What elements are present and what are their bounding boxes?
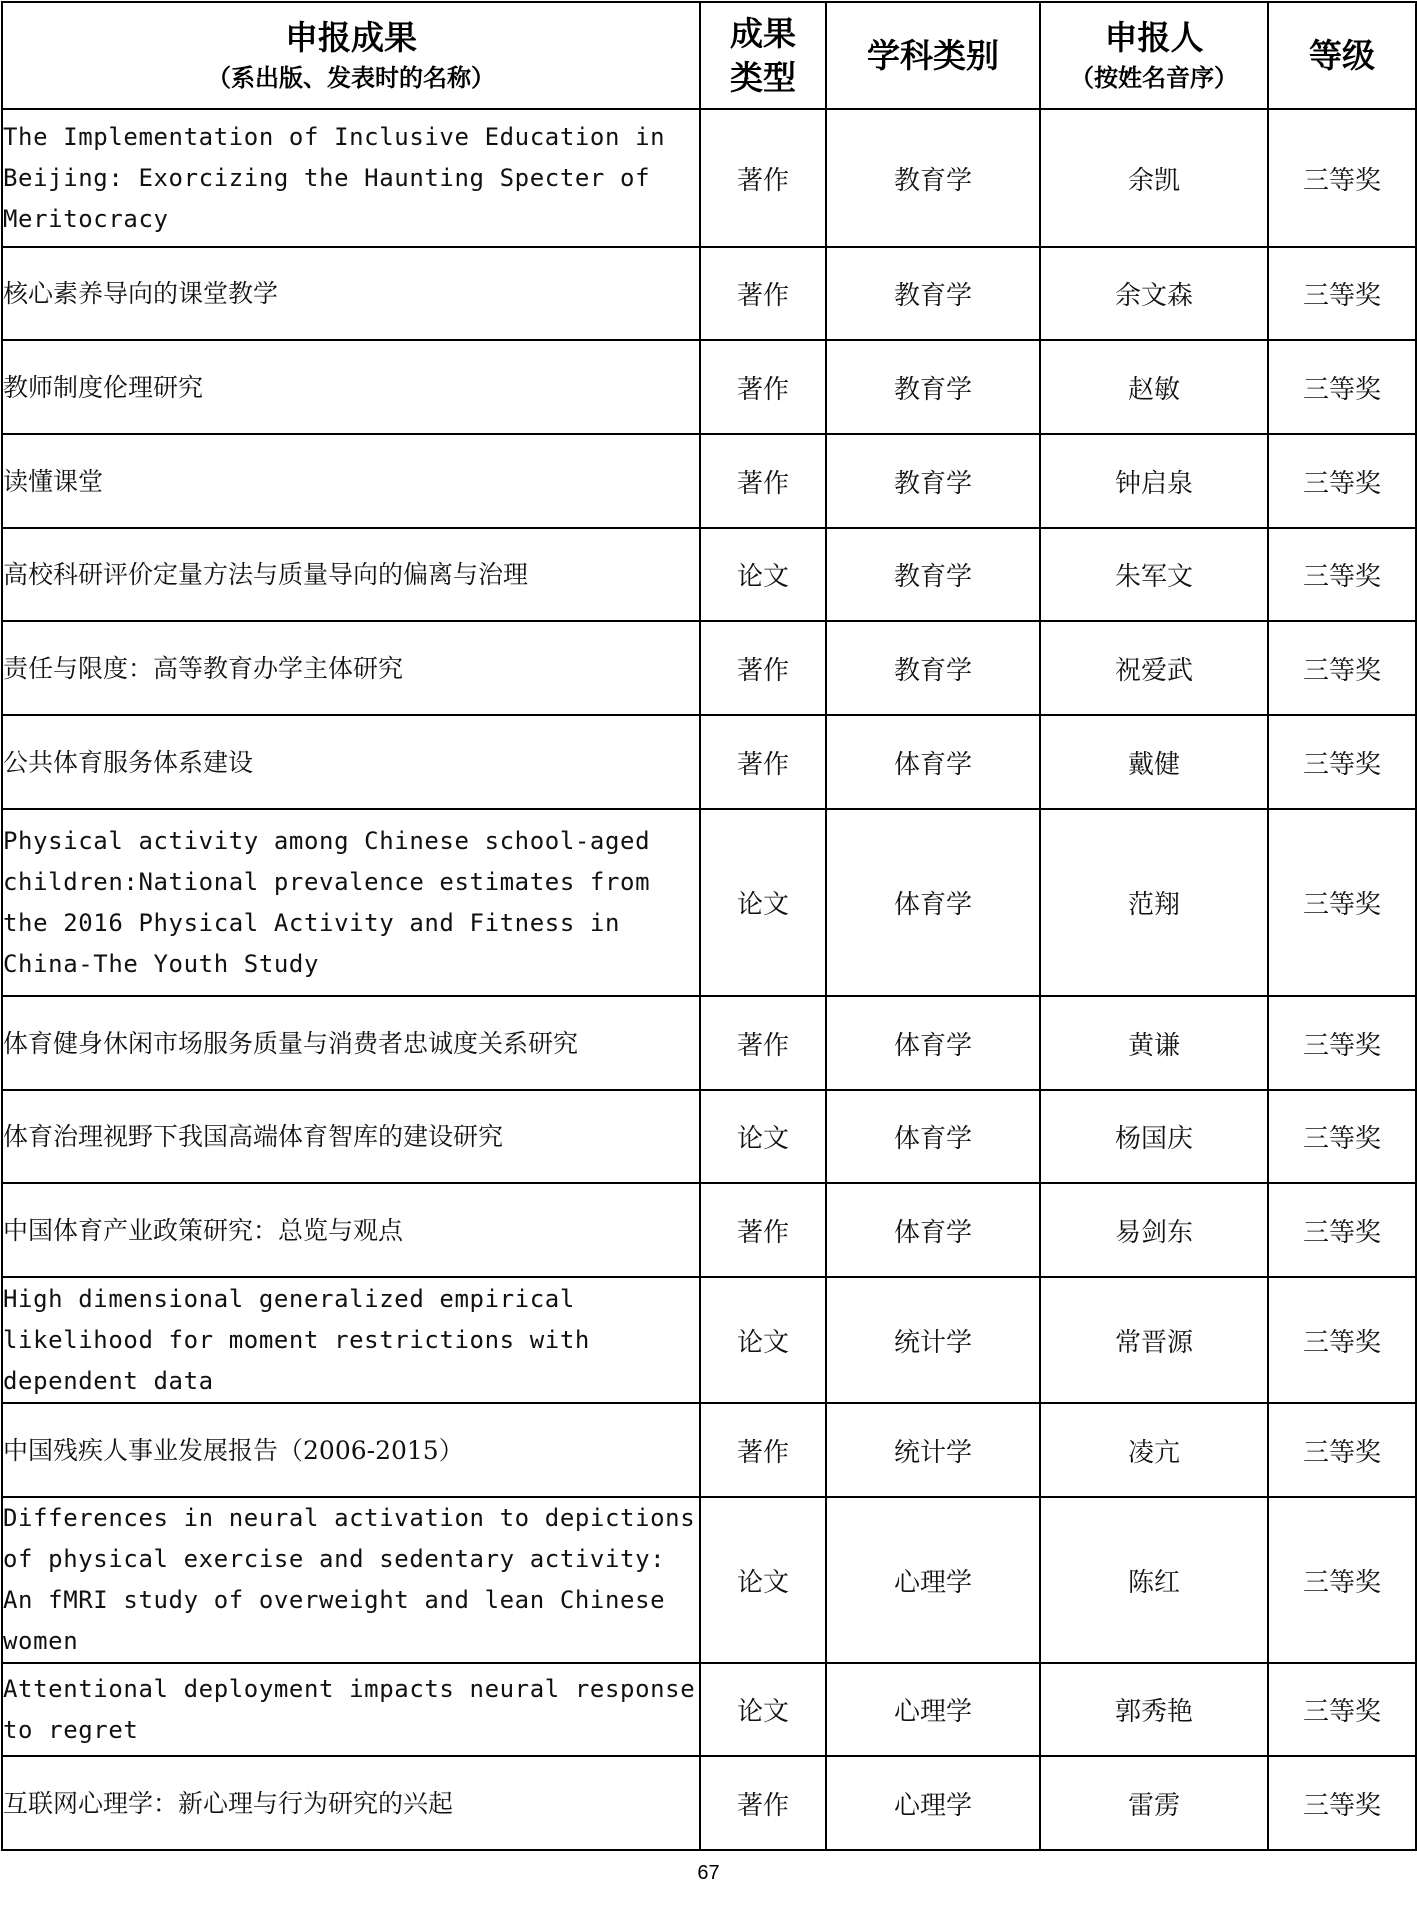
achievement-title: 体育健身休闲市场服务质量与消费者忠诚度关系研究 <box>2 996 700 1090</box>
table-row <box>2 1663 1416 1756</box>
award-grade: 三等奖 <box>1268 109 1416 247</box>
award-grade: 三等奖 <box>1268 1663 1416 1756</box>
achievement-title: 教师制度伦理研究 <box>2 340 700 434</box>
subject-category: 体育学 <box>826 1183 1040 1277</box>
table-row <box>2 1497 1416 1663</box>
award-grade: 三等奖 <box>1268 1277 1416 1403</box>
achievement-title: 高校科研评价定量方法与质量导向的偏离与治理 <box>2 528 700 621</box>
table-row <box>2 1183 1416 1277</box>
achievement-title: Physical activity among Chinese school-aged children:National prevalence estimates from the 2016 Physical Activity and Fitness in China-The Youth Study <box>2 809 700 996</box>
header-row <box>2 2 1416 109</box>
achievement-type: 论文 <box>700 1663 826 1756</box>
subject-category: 教育学 <box>826 340 1040 434</box>
table-row <box>2 1403 1416 1497</box>
achievement-title: The Implementation of Inclusive Education in Beijing: Exorcizing the Haunting Specter of Meritocracy <box>2 109 700 247</box>
header-person <box>1040 2 1268 109</box>
subject-category: 教育学 <box>826 434 1040 528</box>
achievement-title: 中国残疾人事业发展报告（2006-2015） <box>2 1403 700 1497</box>
award-grade: 三等奖 <box>1268 1403 1416 1497</box>
applicant-name: 范翔 <box>1040 809 1268 996</box>
achievement-type: 著作 <box>700 996 826 1090</box>
applicant-name: 常晋源 <box>1040 1277 1268 1403</box>
table-row <box>2 996 1416 1090</box>
subject-category: 统计学 <box>826 1403 1040 1497</box>
header-grade <box>1268 2 1416 109</box>
subject-category: 教育学 <box>826 621 1040 715</box>
header-title-sub: （系出版、发表时的名称） <box>207 63 495 92</box>
subject-category: 统计学 <box>826 1277 1040 1403</box>
achievement-type: 论文 <box>700 1090 826 1183</box>
awards-table <box>1 1 1417 1851</box>
table-row <box>2 340 1416 434</box>
table-row <box>2 809 1416 996</box>
table-header <box>2 2 1416 109</box>
header-grade-label: 等级 <box>1309 35 1375 75</box>
achievement-type: 著作 <box>700 434 826 528</box>
table-row <box>2 715 1416 809</box>
applicant-name: 朱军文 <box>1040 528 1268 621</box>
subject-category: 心理学 <box>826 1663 1040 1756</box>
subject-category: 教育学 <box>826 109 1040 247</box>
award-grade: 三等奖 <box>1268 1497 1416 1663</box>
subject-category: 教育学 <box>826 247 1040 340</box>
achievement-type: 论文 <box>700 1277 826 1403</box>
applicant-name: 祝爱武 <box>1040 621 1268 715</box>
header-subject <box>826 2 1040 109</box>
subject-category: 心理学 <box>826 1497 1040 1663</box>
achievement-title: Differences in neural activation to depictions of physical exercise and sedentary activity: An fMRI study of overweight and lean Chinese women <box>2 1497 700 1663</box>
subject-category: 体育学 <box>826 809 1040 996</box>
applicant-name: 雷雳 <box>1040 1756 1268 1850</box>
applicant-name: 陈红 <box>1040 1497 1268 1663</box>
achievement-title: 体育治理视野下我国高端体育智库的建设研究 <box>2 1090 700 1183</box>
achievement-title: 核心素养导向的课堂教学 <box>2 247 700 340</box>
achievement-title: 公共体育服务体系建设 <box>2 715 700 809</box>
achievement-title: 互联网心理学：新心理与行为研究的兴起 <box>2 1756 700 1850</box>
header-person-sub: （按姓名音序） <box>1070 63 1238 92</box>
achievement-type: 著作 <box>700 621 826 715</box>
achievement-title: High dimensional generalized empirical likelihood for moment restrictions with dependent data <box>2 1277 700 1403</box>
table-row <box>2 621 1416 715</box>
achievement-title: 读懂课堂 <box>2 434 700 528</box>
header-title-main: 申报成果 <box>285 17 417 57</box>
page-number: 67 <box>697 1862 720 1884</box>
applicant-name: 郭秀艳 <box>1040 1663 1268 1756</box>
table-row <box>2 247 1416 340</box>
applicant-name: 钟启泉 <box>1040 434 1268 528</box>
subject-category: 体育学 <box>826 715 1040 809</box>
table-row <box>2 528 1416 621</box>
achievement-type: 著作 <box>700 715 826 809</box>
achievement-title: Attentional deployment impacts neural response to regret <box>2 1663 700 1756</box>
applicant-name: 戴健 <box>1040 715 1268 809</box>
achievement-type: 著作 <box>700 340 826 434</box>
subject-category: 教育学 <box>826 528 1040 621</box>
achievement-type: 著作 <box>700 109 826 247</box>
applicant-name: 黄谦 <box>1040 996 1268 1090</box>
achievement-type: 著作 <box>700 1183 826 1277</box>
table-row <box>2 434 1416 528</box>
achievement-type: 著作 <box>700 247 826 340</box>
applicant-name: 余文森 <box>1040 247 1268 340</box>
header-title <box>2 2 700 109</box>
header-type-line2: 类型 <box>730 57 796 97</box>
subject-category: 体育学 <box>826 1090 1040 1183</box>
header-type <box>700 2 826 109</box>
award-grade: 三等奖 <box>1268 1756 1416 1850</box>
award-grade: 三等奖 <box>1268 340 1416 434</box>
award-grade: 三等奖 <box>1268 715 1416 809</box>
award-grade: 三等奖 <box>1268 528 1416 621</box>
achievement-title: 责任与限度：高等教育办学主体研究 <box>2 621 700 715</box>
table-row <box>2 109 1416 247</box>
table-body <box>2 109 1416 1850</box>
award-grade: 三等奖 <box>1268 247 1416 340</box>
award-grade: 三等奖 <box>1268 1183 1416 1277</box>
applicant-name: 凌亢 <box>1040 1403 1268 1497</box>
header-type-line1: 成果 <box>730 13 796 53</box>
table-row <box>2 1277 1416 1403</box>
header-person-main: 申报人 <box>1104 17 1204 57</box>
applicant-name: 杨国庆 <box>1040 1090 1268 1183</box>
applicant-name: 赵敏 <box>1040 340 1268 434</box>
award-grade: 三等奖 <box>1268 1090 1416 1183</box>
award-grade: 三等奖 <box>1268 809 1416 996</box>
applicant-name: 余凯 <box>1040 109 1268 247</box>
header-subject-label: 学科类别 <box>867 35 999 75</box>
achievement-type: 论文 <box>700 809 826 996</box>
achievement-title: 中国体育产业政策研究：总览与观点 <box>2 1183 700 1277</box>
table-row <box>2 1090 1416 1183</box>
achievement-type: 论文 <box>700 528 826 621</box>
award-grade: 三等奖 <box>1268 621 1416 715</box>
achievement-type: 著作 <box>700 1403 826 1497</box>
achievement-type: 著作 <box>700 1756 826 1850</box>
award-grade: 三等奖 <box>1268 434 1416 528</box>
table-row <box>2 1756 1416 1850</box>
achievement-type: 论文 <box>700 1497 826 1663</box>
subject-category: 体育学 <box>826 996 1040 1090</box>
award-grade: 三等奖 <box>1268 996 1416 1090</box>
applicant-name: 易剑东 <box>1040 1183 1268 1277</box>
subject-category: 心理学 <box>826 1756 1040 1850</box>
